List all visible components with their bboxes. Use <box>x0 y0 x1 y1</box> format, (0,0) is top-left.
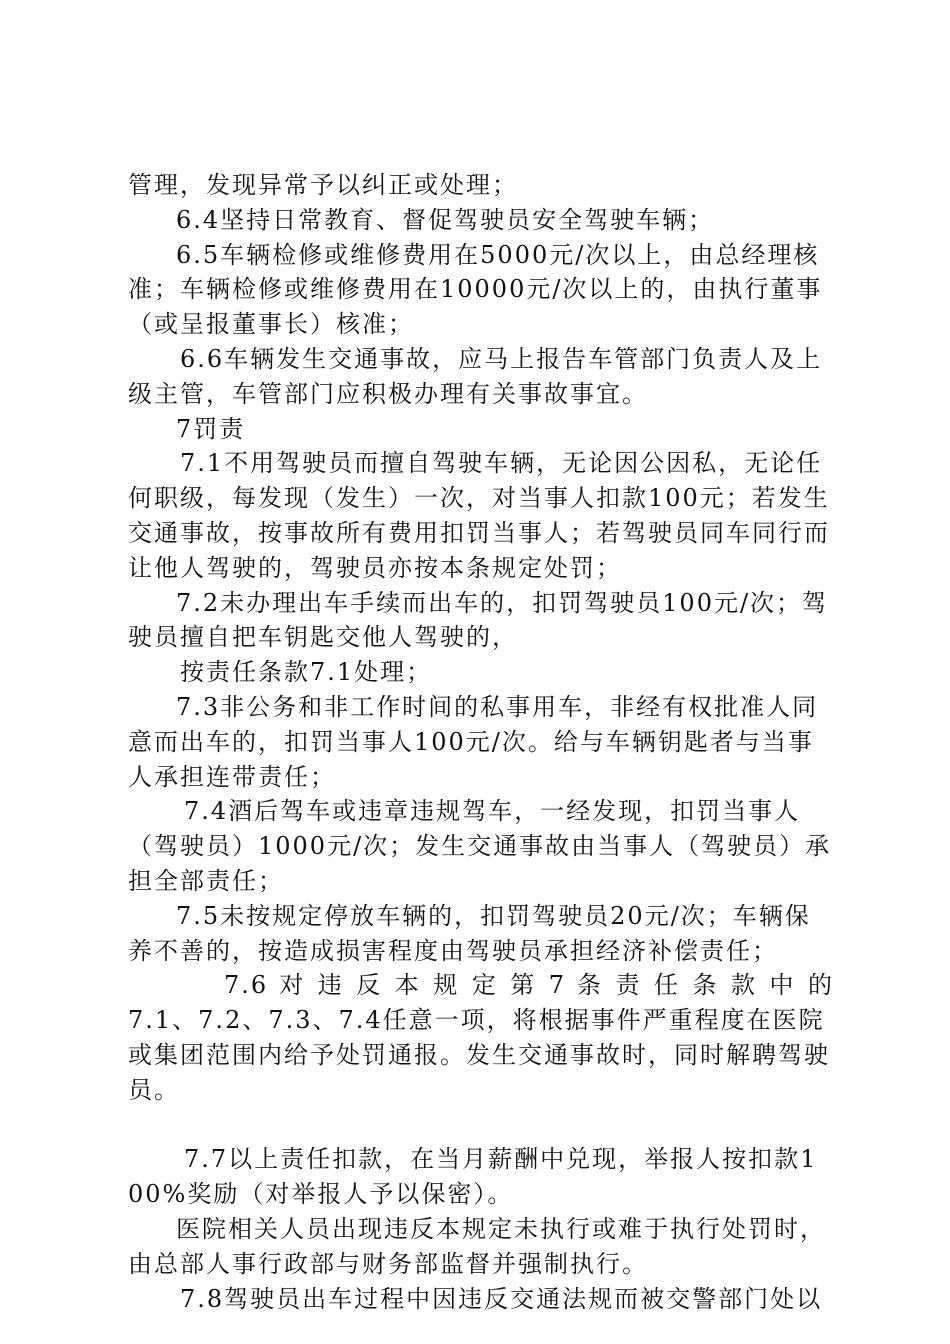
paragraph-7-6-body: 7.1、7.2、7.3、7.4任意一项，将根据事件严重程度在医院或集团范围内给予处罚通报。发生交通事故时，同时解聘驾驶员。 <box>128 1006 830 1104</box>
paragraph-7-2: 7.2未办理出车手续而出车的，扣罚驾驶员100元/次；驾驶员擅自把车钥匙交他人驾驶的， <box>128 588 829 652</box>
paragraph-6-4: 6.4坚持日常教育、督促驾驶员安全驾驶车辆； <box>176 205 715 234</box>
paragraph-enforcement: 医院相关人员出现违反本规定未执行或难于执行处罚时，由总部人事行政部与财务部监督并强制执行。 <box>128 1214 826 1278</box>
paragraph-6-3-tail: 管理，发现异常予以纠正或处理； <box>128 171 518 199</box>
blank-line <box>128 1108 834 1143</box>
paragraph-7-3: 7.3非公务和非工作时间的私事用车，非经有权批准人同意而出车的，扣罚当事人100元/次。给与车辆钥匙者与当事人承担连带责任； <box>128 692 819 791</box>
paragraph-7-8: 7.8驾驶员出车过程中因违反交通法规而被交警部门处以 <box>180 1284 823 1313</box>
section-heading-7: 7罚责 <box>176 414 246 443</box>
document-body <box>128 168 834 1316</box>
paragraph-6-6: 6.6车辆发生交通事故，应马上报告车管部门负责人及上级主管，车管部门应积极办理有关事故事宜。 <box>128 344 823 408</box>
paragraph-7-7: 7.7以上责任扣款，在当月薪酬中兑现，举报人按扣款100%奖励（对举报人予以保密）。 <box>128 1145 818 1209</box>
paragraph-7-5: 7.5未按规定停放车辆的，扣罚驾驶员20元/次；车辆保养不善的，按造成损害程度由驾驶员承担经济补偿责任； <box>128 901 811 965</box>
paragraph-7-4: 7.4酒后驾车或违章违规驾车，一经发现，扣罚当事人（驾驶员）1000元/次；发生交通事故由当事人（驾驶员）承担全部责任； <box>128 797 832 895</box>
paragraph-7-6-first-line: 7.6 对 违 反 本 规 定 第 7 条 责 任 条 款 中 的 <box>224 971 834 1000</box>
paragraph-7-2-continued: 按责任条款7.1处理； <box>180 658 433 687</box>
paragraph-6-5: 6.5车辆检修或维修费用在5000元/次以上，由总经理核准；车辆检修或维修费用在10000元/次以上的，由执行董事（或呈报董事长）核准； <box>128 240 823 339</box>
paragraph-7-1: 7.1不用驾驶员而擅自驾驶车辆，无论因公因私，无论任何职级，每发现（发生）一次，对当事人扣款100元；若发生交通事故，按事故所有费用扣罚当事人；若驾驶员同车同行而让他人驾驶的，驾驶员亦按本条规定处罚； <box>128 449 830 582</box>
